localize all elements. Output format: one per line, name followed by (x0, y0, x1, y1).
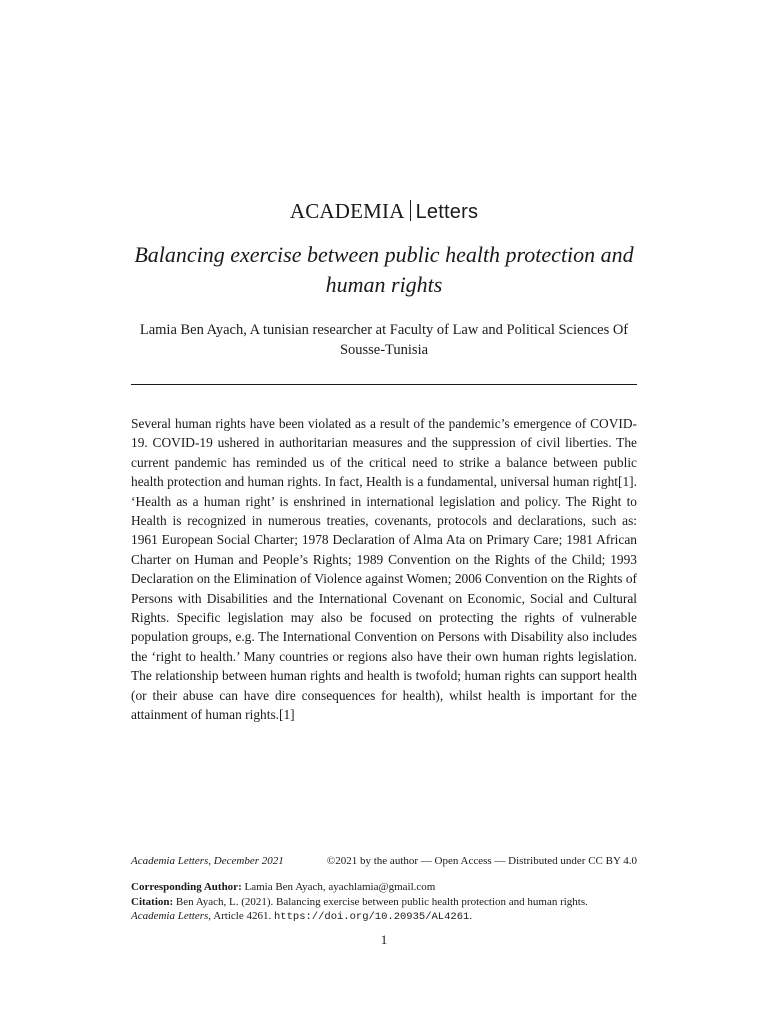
citation-source (131, 909, 651, 925)
abstract-paragraph: Several human rights have been violated as a result of the pandemic’s emergence of COVID-19. COVID-19 ushered in authoritarian measures and the suppression of civil liberties. The current pandemic has reminded us of the critical need to strike a balance between public health protection and human rights. In fact, Health is a fundamental, universal human right[1]. ‘Health as a human right’ is enshrined in international legislation and policy. The Right to Health is recognized in numerous treaties, covenants, protocols and declarations, such as: 1961 European Social Charter; 1978 Declaration of Alma Ata on Primary Care; 1981 African Charter on Human and People’s Rights; 1989 Convention on the Rights of the Child; 1993 Declaration on the Elimination of Violence against Women; 2006 Convention on the Rights of Persons with Disabilities and the International Covenant on Economic, Social and Cultural Rights. Specific legislation may also be focused on protecting the rights of vulnerable population groups, e.g. The International Convention on Persons with Disability also includes the ‘right to health.’ Many countries or regions also have their own human rights legislation. The relationship between human rights and health is twofold; human rights can support health (or their abuse can have dire consequences for health), whilst health is important for the attainment of human rights.[1] (131, 416, 637, 723)
journal-name: Academia Letters (131, 910, 209, 922)
corresponding-author (131, 880, 651, 895)
article-meta (131, 880, 651, 925)
academia-letters-logo (0, 199, 768, 224)
title-divider (131, 384, 637, 385)
footer-line (131, 855, 637, 867)
corr-label: Corresponding Author: (131, 881, 242, 893)
doi-end: . (469, 910, 473, 922)
article-number: , Article 4261. (208, 910, 272, 922)
author-affiliation: Lamia Ben Ayach, A tunisian researcher at Faculty of Law and Political Sciences Of Sousse-Tunisia (139, 322, 629, 358)
page-number: 1 (380, 932, 388, 947)
corr-value: Lamia Ben Ayach, ayachlamia@gmail.com (244, 881, 436, 893)
citation (131, 895, 651, 910)
logo-separator (410, 200, 411, 221)
doi-link[interactable]: https://doi.org/10.20935/AL4261 (273, 911, 470, 923)
citation-value: Ben Ayach, L. (2021). Balancing exercise between public health protection and human rights. (175, 895, 588, 908)
logo-sub: Letters (415, 201, 479, 223)
license-text: ©2021 by the author — Open Access — Distributed under CC BY 4.0 (326, 855, 637, 867)
citation-label: Citation: (131, 895, 174, 908)
logo-brand: ACADEMIA (289, 199, 405, 223)
paper-title: Balancing exercise between public health protection and human rights (134, 242, 634, 297)
journal-date: Academia Letters, December 2021 (131, 855, 284, 867)
